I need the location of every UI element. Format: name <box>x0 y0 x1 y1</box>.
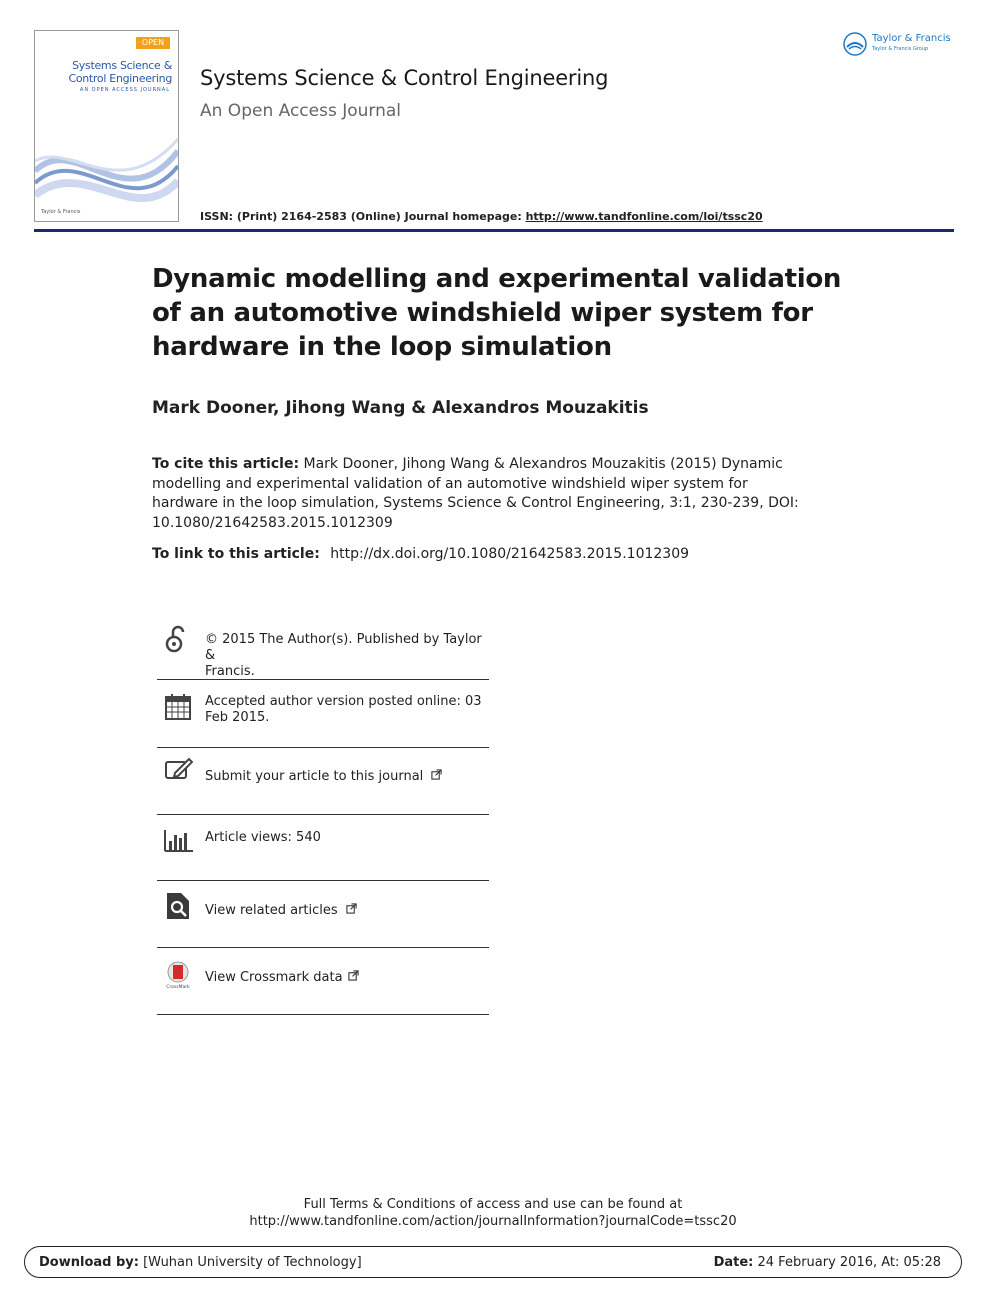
accepted-date-text: Accepted author version posted online: 03 Feb 2015. <box>205 694 482 725</box>
external-link-icon <box>431 769 442 780</box>
download-date: Date: 24 February 2016, At: 05:28 <box>713 1255 941 1270</box>
doi-link[interactable]: 10.1080/21642583.2015.1012309 <box>152 514 393 531</box>
terms-notice: Full Terms & Conditions of access and use can be found at http://www.tandfonline.com/action/journalInformation?journalCode=tssc20 <box>249 1197 737 1229</box>
license-row <box>157 618 489 680</box>
related-articles-search-icon <box>163 891 193 921</box>
publisher-name: Taylor & Francis Taylor & Francis Group <box>872 33 951 52</box>
cover-wave-graphic <box>35 111 178 221</box>
open-access-badge: OPEN <box>136 37 170 49</box>
cover-title: Systems Science & Control Engineering <box>68 59 172 85</box>
svg-text:CrossMark: CrossMark <box>166 985 190 990</box>
submit-article-link[interactable]: Submit your article to this journal <box>205 769 495 785</box>
article-doi-url[interactable]: http://dx.doi.org/10.1080/21642583.2015.1012309 <box>330 546 690 562</box>
article-views-row <box>157 815 489 881</box>
article-views-text: Article views: 540 <box>205 830 321 845</box>
submit-article-row[interactable] <box>157 748 489 815</box>
accepted-date-row <box>157 680 489 748</box>
article-link-line <box>152 546 689 562</box>
link-label: To link to this article: <box>152 546 320 562</box>
license-text: © 2015 The Author(s). Published by Taylor & Francis. <box>205 632 482 679</box>
crossmark-icon <box>163 960 193 990</box>
cover-publisher-mark: Taylor & Francis <box>41 209 81 215</box>
article-info-list <box>157 618 489 1015</box>
journal-subtitle: An Open Access Journal <box>200 101 402 121</box>
external-link-icon <box>348 970 359 981</box>
issn-line: ISSN: (Print) 2164-2583 (Online) Journal homepage: http://www.tandfonline.com/loi/tssc20 <box>200 210 763 223</box>
download-info-bar <box>24 1246 962 1278</box>
cover-subtitle: AN OPEN ACCESS JOURNAL <box>79 87 170 93</box>
download-by: Download by: [Wuhan University of Technology] <box>39 1255 362 1270</box>
external-link-icon <box>346 903 357 914</box>
journal-homepage-link[interactable]: http://www.tandfonline.com/loi/tssc20 <box>525 210 763 223</box>
header-divider <box>34 229 954 232</box>
open-access-lock-icon <box>163 624 193 654</box>
citation-label: To cite this article: <box>152 456 300 472</box>
author-list: Mark Dooner, Jihong Wang & Alexandros Mouzakitis <box>152 398 649 418</box>
crossmark-row[interactable] <box>157 948 489 1015</box>
journal-cover <box>34 30 179 222</box>
related-articles-row[interactable] <box>157 881 489 948</box>
citation-block: To cite this article: Mark Dooner, Jihong Wang & Alexandros Mouzakitis (2015) Dynamic modelling and experimental validation of an automotive windshield wiper system for hardware in the loop simulation, Systems Science & Control Engineering, 3:1, 230-239, DOI: 10.1080/21642583.2015.1012309 <box>152 456 799 531</box>
journal-title: Systems Science & Control Engineering <box>200 66 609 90</box>
terms-link[interactable]: http://www.tandfonline.com/action/journalInformation?journalCode=tssc20 <box>249 1214 737 1229</box>
calendar-icon <box>163 692 193 722</box>
article-title: Dynamic modelling and experimental validation of an automotive windshield wiper system for hardware in the loop simulation <box>152 264 842 362</box>
crossmark-link[interactable]: View Crossmark data <box>205 970 495 986</box>
bar-chart-icon <box>163 827 193 857</box>
related-articles-link[interactable]: View related articles <box>205 903 495 919</box>
edit-icon <box>163 756 193 786</box>
